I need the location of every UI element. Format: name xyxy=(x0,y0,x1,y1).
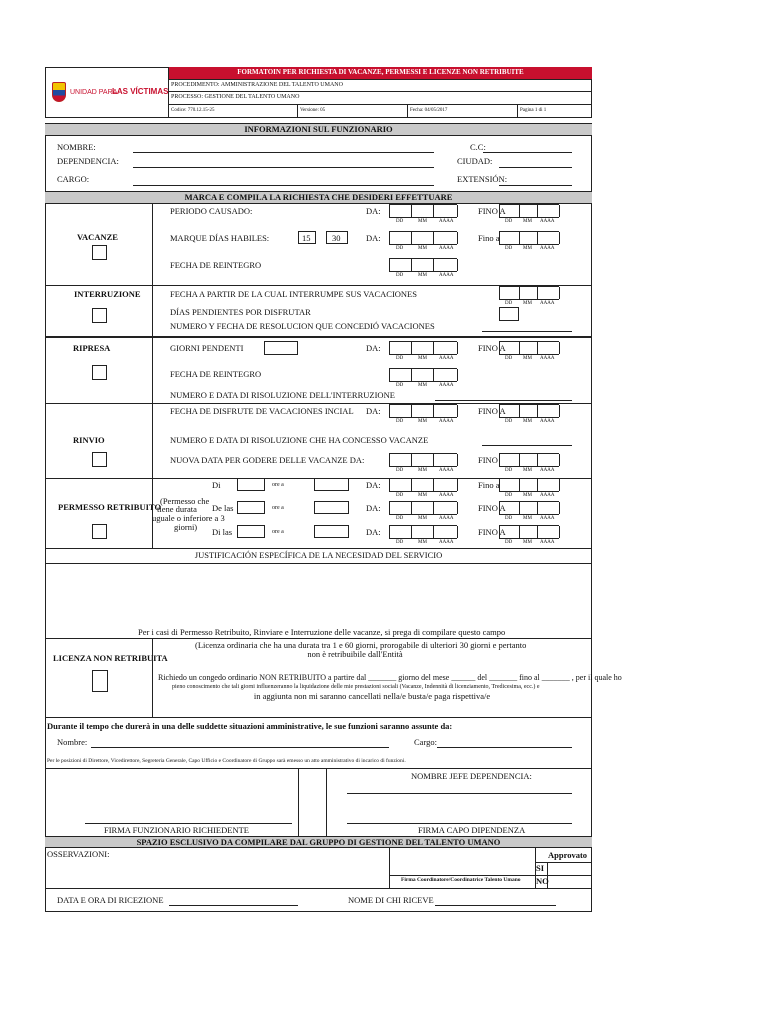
interruzione-checkbox[interactable] xyxy=(92,308,107,323)
logo-text-2: LAS VÍCTIMAS xyxy=(112,87,169,96)
licenza-line-1: Richiedo un congedo ordinario NON RETRIBUITO a partire dal _______ giorno del mese ______ del _______ fino al _______ , per il quale ho xyxy=(158,673,622,682)
boss-name-field[interactable] xyxy=(347,793,572,794)
vacanze-start-date[interactable] xyxy=(389,204,457,218)
approved-no[interactable]: NO xyxy=(536,876,549,886)
mm-label: MM xyxy=(523,468,532,473)
boss-signature-line[interactable] xyxy=(347,823,572,824)
rinvio-line-3: NUOVA DATA PER GODERE DELLE VACANZE DA: xyxy=(170,455,365,465)
mm-label: MM xyxy=(418,468,427,473)
permesso-hour-2-from[interactable] xyxy=(237,501,265,514)
vacanze-da-2: DA: xyxy=(366,233,381,243)
justification-note: Per i casi di Permesso Retribuito, Rinviare e Interruzione delle vacanze, si prega di compilare questo campo xyxy=(138,627,506,637)
boss-signature-label: FIRMA CAPO DIPENDENZA xyxy=(418,825,526,835)
dd-label: DD xyxy=(396,383,404,388)
vacanze-reintegro: FECHA DE REINTEGRO xyxy=(170,260,262,270)
position-label: CARGO: xyxy=(57,174,90,184)
rinvio-fino: FINO xyxy=(478,455,498,465)
permesso-label: PERMESSO RETRIBUITO xyxy=(58,502,162,512)
dd-label: DD xyxy=(505,246,513,251)
periodo-causado: PERIODO CAUSADO: xyxy=(170,206,253,216)
licenza-paren-2: non è retribuibile dall'Entità xyxy=(307,649,403,659)
permesso-de-las: De las xyxy=(212,503,234,513)
substitute-name-field[interactable] xyxy=(91,747,389,748)
permesso-end-date-1[interactable] xyxy=(499,478,559,492)
mm-label: MM xyxy=(523,540,532,545)
mm-label: MM xyxy=(523,516,532,521)
dependency-field[interactable] xyxy=(133,167,434,168)
giorni-pendenti: GIORNI PENDENTI xyxy=(170,343,244,353)
permesso-fino-a-1: Fino a xyxy=(478,480,500,490)
mm-label: MM xyxy=(523,301,532,306)
hr-section-title: SPAZIO ESCLUSIVO DA COMPILARE DAL GRUPPO DI GESTIONE DEL TALENTO UMANO xyxy=(136,837,501,847)
dd-label: DD xyxy=(505,468,513,473)
receiver-label: NOME DI CHI RICEVE xyxy=(348,895,434,905)
dd-label: DD xyxy=(396,540,404,545)
aaaa-label: AAAA xyxy=(439,273,454,278)
ripresa-reintegro: FECHA DE REINTEGRO xyxy=(170,369,262,379)
licenza-checkbox[interactable] xyxy=(92,670,108,692)
interruzione-line-2: DÍAS PENDIENTES POR DISFRUTAR xyxy=(170,307,311,317)
vacanze-fino-a-1: FINO A xyxy=(478,206,506,216)
cc-label: C.C: xyxy=(470,142,486,152)
substitute-name-label: Nombre: xyxy=(57,737,88,747)
interruzione-line-3: NUMERO Y FECHA DE RESOLUCION QUE CONCEDIÓ VACACIONES xyxy=(170,321,435,331)
aaaa-label: AAAA xyxy=(540,419,555,424)
aaaa-label: AAAA xyxy=(439,383,454,388)
name-field[interactable] xyxy=(133,152,434,153)
permesso-hour-1-from[interactable] xyxy=(237,478,265,491)
city-field[interactable] xyxy=(499,167,572,168)
days-15-label: 15 xyxy=(302,233,311,243)
city-label: CIUDAD: xyxy=(457,156,493,166)
cc-field[interactable] xyxy=(483,152,572,153)
mm-label: MM xyxy=(418,383,427,388)
mm-label: MM xyxy=(418,246,427,251)
mm-label: MM xyxy=(523,356,532,361)
mm-label: MM xyxy=(523,246,532,251)
dd-label: DD xyxy=(396,219,404,224)
dd-label: DD xyxy=(396,273,404,278)
vacanze-label: VACANZE xyxy=(77,232,118,242)
permesso-note-2: tiene durata xyxy=(157,504,197,514)
permesso-fino-a-3: FINO A xyxy=(478,527,506,537)
extension-field[interactable] xyxy=(499,185,572,186)
pending-days-box[interactable] xyxy=(499,307,519,321)
aaaa-label: AAAA xyxy=(439,468,454,473)
position-field[interactable] xyxy=(133,185,434,186)
licenza-label: LICENZA NON RETRIBUITA xyxy=(53,653,168,663)
approved-label: Approvato xyxy=(548,850,588,860)
date: Fecha: 04/05/2017 xyxy=(410,108,448,113)
mm-label: MM xyxy=(523,219,532,224)
permesso-di-las: Di las xyxy=(212,527,233,537)
official-signature-label: FIRMA FUNZIONARIO RICHIEDENTE xyxy=(104,825,249,835)
rinvio-fino-a: FINO A xyxy=(478,406,506,416)
vacanze-return-date[interactable] xyxy=(389,258,457,272)
permesso-end-date-3[interactable] xyxy=(499,525,559,539)
vacanze-checkbox[interactable] xyxy=(92,245,107,260)
rinvio-resolution-field[interactable] xyxy=(482,445,572,446)
aaaa-label: AAAA xyxy=(540,468,555,473)
rinvio-label: RINVIO xyxy=(73,435,105,445)
aaaa-label: AAAA xyxy=(439,516,454,521)
permesso-di: Di xyxy=(212,480,221,490)
approved-si[interactable]: SI xyxy=(536,863,545,873)
aaaa-label: AAAA xyxy=(439,246,454,251)
licenza-paren-1: (Licenza ordinaria che ha una durata tra 1 e 60 giorni, prorogabile di ulteriori 30 giorni e pertanto xyxy=(195,640,527,650)
permesso-fino-a-2: FINO A xyxy=(478,503,506,513)
aaaa-label: AAAA xyxy=(540,219,555,224)
ripresa-resolution-field[interactable] xyxy=(435,400,572,401)
permesso-note-1: (Permesso che xyxy=(160,496,210,506)
aaaa-label: AAAA xyxy=(540,540,555,545)
aaaa-label: AAAA xyxy=(439,356,454,361)
mm-label: MM xyxy=(418,540,427,545)
official-section-title: INFORMAZIONI SUL FUNZIONARIO xyxy=(244,124,393,134)
boss-name-label: NOMBRE JEFE DEPENDENCIA: xyxy=(411,771,532,781)
rinvio-start-date[interactable] xyxy=(389,404,457,418)
mm-label: MM xyxy=(418,273,427,278)
aaaa-label: AAAA xyxy=(439,540,454,545)
mm-label: MM xyxy=(418,493,427,498)
observations-label: OSSERVAZIONI: xyxy=(47,849,110,859)
dd-label: DD xyxy=(505,356,513,361)
resolution-field[interactable] xyxy=(482,331,572,332)
rinvio-line-1: FECHA DE DISFRUTE DE VACACIONES INCIAL xyxy=(170,406,354,416)
permesso-hour-3-from[interactable] xyxy=(237,525,265,538)
mm-label: MM xyxy=(523,419,532,424)
rinvio-new-end-date[interactable] xyxy=(499,453,559,467)
permesso-date-2[interactable] xyxy=(389,501,457,515)
code: Codice: 770.12.15-25 xyxy=(171,108,215,113)
logo-text-1: UNIDAD PARA xyxy=(70,89,118,96)
dd-label: DD xyxy=(396,356,404,361)
logo xyxy=(52,82,169,104)
procedure: PROCEDIMENTO: AMMINISTRAZIONE DEL TALENTO UMANO xyxy=(171,82,343,88)
substitute-note: Per le posizioni di Direttore, Vicedirettore, Segreteria Generale, Capo Ufficio e Coordinatore di Gruppo sarà emesso un atto amministrativo di incarico di funzioni. xyxy=(47,758,406,764)
ripresa-numero: NUMERO E DATA DI RISOLUZIONE DELL'INTERRUZIONE xyxy=(170,390,395,400)
permesso-ore-a-2: ore a xyxy=(272,505,284,511)
permesso-note-3: uguale o inferiore a 3 xyxy=(152,513,225,523)
ripresa-fino-a: FINO A xyxy=(478,343,506,353)
interruzione-label: INTERRUZIONE xyxy=(74,289,141,299)
interruzione-date[interactable] xyxy=(499,286,559,300)
justification-field[interactable] xyxy=(46,564,591,636)
aaaa-label: AAAA xyxy=(540,493,555,498)
dd-label: DD xyxy=(505,493,513,498)
ripresa-da: DA: xyxy=(366,343,381,353)
process: PROCESSO: GESTIONE DEL TALENTO UMANO xyxy=(171,94,300,100)
rinvio-da: DA: xyxy=(366,406,381,416)
vacanze-end-date[interactable] xyxy=(499,204,559,218)
dd-label: DD xyxy=(505,419,513,424)
permesso-end-date-2[interactable] xyxy=(499,501,559,515)
permesso-checkbox[interactable] xyxy=(92,524,107,539)
aaaa-label: AAAA xyxy=(439,419,454,424)
coordinator-signature-label: Firma Coordinatore/Coordinatrice Talento Umano xyxy=(401,877,521,883)
permesso-note-4: giorni) xyxy=(174,522,198,532)
vacanze-days-start-date[interactable] xyxy=(389,231,457,245)
permesso-hour-2-to[interactable] xyxy=(314,501,349,514)
dd-label: DD xyxy=(505,516,513,521)
aaaa-label: AAAA xyxy=(540,356,555,361)
dd-label: DD xyxy=(396,246,404,251)
vacanze-da-1: DA: xyxy=(366,206,381,216)
rinvio-line-2: NUMERO E DATA DI RISOLUZIONE CHE HA CONCESSO VACANZE xyxy=(170,435,429,445)
official-signature-line[interactable] xyxy=(85,823,292,824)
substitute-title: Durante il tempo che durerà in una delle suddette situazioni amministrative, le sue funzioni saranno assunte da: xyxy=(47,721,453,731)
reception-field[interactable] xyxy=(169,905,298,906)
aaaa-label: AAAA xyxy=(540,246,555,251)
permesso-ore-a-1: ore a xyxy=(272,482,284,488)
rinvio-end-date[interactable] xyxy=(499,404,559,418)
licenza-line-3: in aggiunta non mi saranno cancellati nella/e busta/e paga rispettiva/e xyxy=(253,691,491,701)
observations-field[interactable] xyxy=(46,860,386,888)
days-30-label: 30 xyxy=(332,233,341,243)
dd-label: DD xyxy=(505,540,513,545)
ripresa-end-date[interactable] xyxy=(499,341,559,355)
pending-days-field[interactable] xyxy=(264,341,298,355)
permesso-da-2: DA: xyxy=(366,503,381,513)
permesso-date-3[interactable] xyxy=(389,525,457,539)
dd-label: DD xyxy=(396,493,404,498)
interruzione-line-1: FECHA A PARTIR DE LA CUAL INTERRUMPE SUS VACACIONES xyxy=(170,289,417,299)
mm-label: MM xyxy=(418,419,427,424)
page-number: Pagina 1 di 1 xyxy=(520,108,547,113)
permesso-da-3: DA: xyxy=(366,527,381,537)
days-30-box[interactable] xyxy=(326,231,348,244)
form-title: FORMATOIN PER RICHIESTA DI VACANZE, PERMESSI E LICENZE NON RETRIBUITE xyxy=(237,68,524,76)
mm-label: MM xyxy=(418,356,427,361)
dd-label: DD xyxy=(505,301,513,306)
mm-label: MM xyxy=(418,516,427,521)
aaaa-label: AAAA xyxy=(540,516,555,521)
vacanze-days-end-date[interactable] xyxy=(499,231,559,245)
extension-label: EXTENSIÓN: xyxy=(457,174,508,184)
version: Versione: 05 xyxy=(300,108,326,113)
dependency-label: DEPENDENCIA: xyxy=(57,156,119,166)
substitute-position-label: Cargo: xyxy=(414,737,437,747)
dd-label: DD xyxy=(396,468,404,473)
vacanze-fino-a-2: Fino a xyxy=(478,233,500,243)
justification-title: JUSTIFICACIÓN ESPECÍFICA DE LA NECESIDAD DEL SERVICIO xyxy=(194,550,443,560)
ripresa-return-date[interactable] xyxy=(389,368,457,382)
aaaa-label: AAAA xyxy=(439,219,454,224)
dd-label: DD xyxy=(396,419,404,424)
aaaa-label: AAAA xyxy=(540,301,555,306)
days-15-box[interactable] xyxy=(298,231,316,244)
reception-label: DATA E ORA DI RICEZIONE xyxy=(57,895,164,905)
rinvio-new-start-date[interactable] xyxy=(389,453,457,467)
permesso-hour-1-to[interactable] xyxy=(314,478,349,491)
mm-label: MM xyxy=(418,219,427,224)
receiver-field[interactable] xyxy=(435,905,556,906)
permesso-date-1[interactable] xyxy=(389,478,457,492)
substitute-position-field[interactable] xyxy=(437,747,572,748)
permesso-ore-a-3: ore a xyxy=(272,529,284,535)
aaaa-label: AAAA xyxy=(439,493,454,498)
ripresa-checkbox[interactable] xyxy=(92,365,107,380)
name-label: NOMBRE: xyxy=(57,142,96,152)
mm-label: MM xyxy=(523,493,532,498)
dd-label: DD xyxy=(396,516,404,521)
permesso-hour-3-to[interactable] xyxy=(314,525,349,538)
ripresa-start-date[interactable] xyxy=(389,341,457,355)
request-section-title: MARCA E COMPILA LA RICHIESTA CHE DESIDERI EFFETTUARE xyxy=(184,192,453,202)
rinvio-checkbox[interactable] xyxy=(92,452,107,467)
licenza-line-2: pieno conoscimento che tali giorni influenzeranno la liquidazione delle mie prestazioni sociali (Vacanze, Indennità di licenziamento, Tredicesima, ecc.) e xyxy=(172,684,540,690)
permesso-da-1: DA: xyxy=(366,480,381,490)
shield-icon xyxy=(52,82,66,102)
ripresa-label: RIPRESA xyxy=(73,343,111,353)
dd-label: DD xyxy=(505,219,513,224)
marque-dias: MARQUE DÍAS HABILES: xyxy=(170,233,270,243)
